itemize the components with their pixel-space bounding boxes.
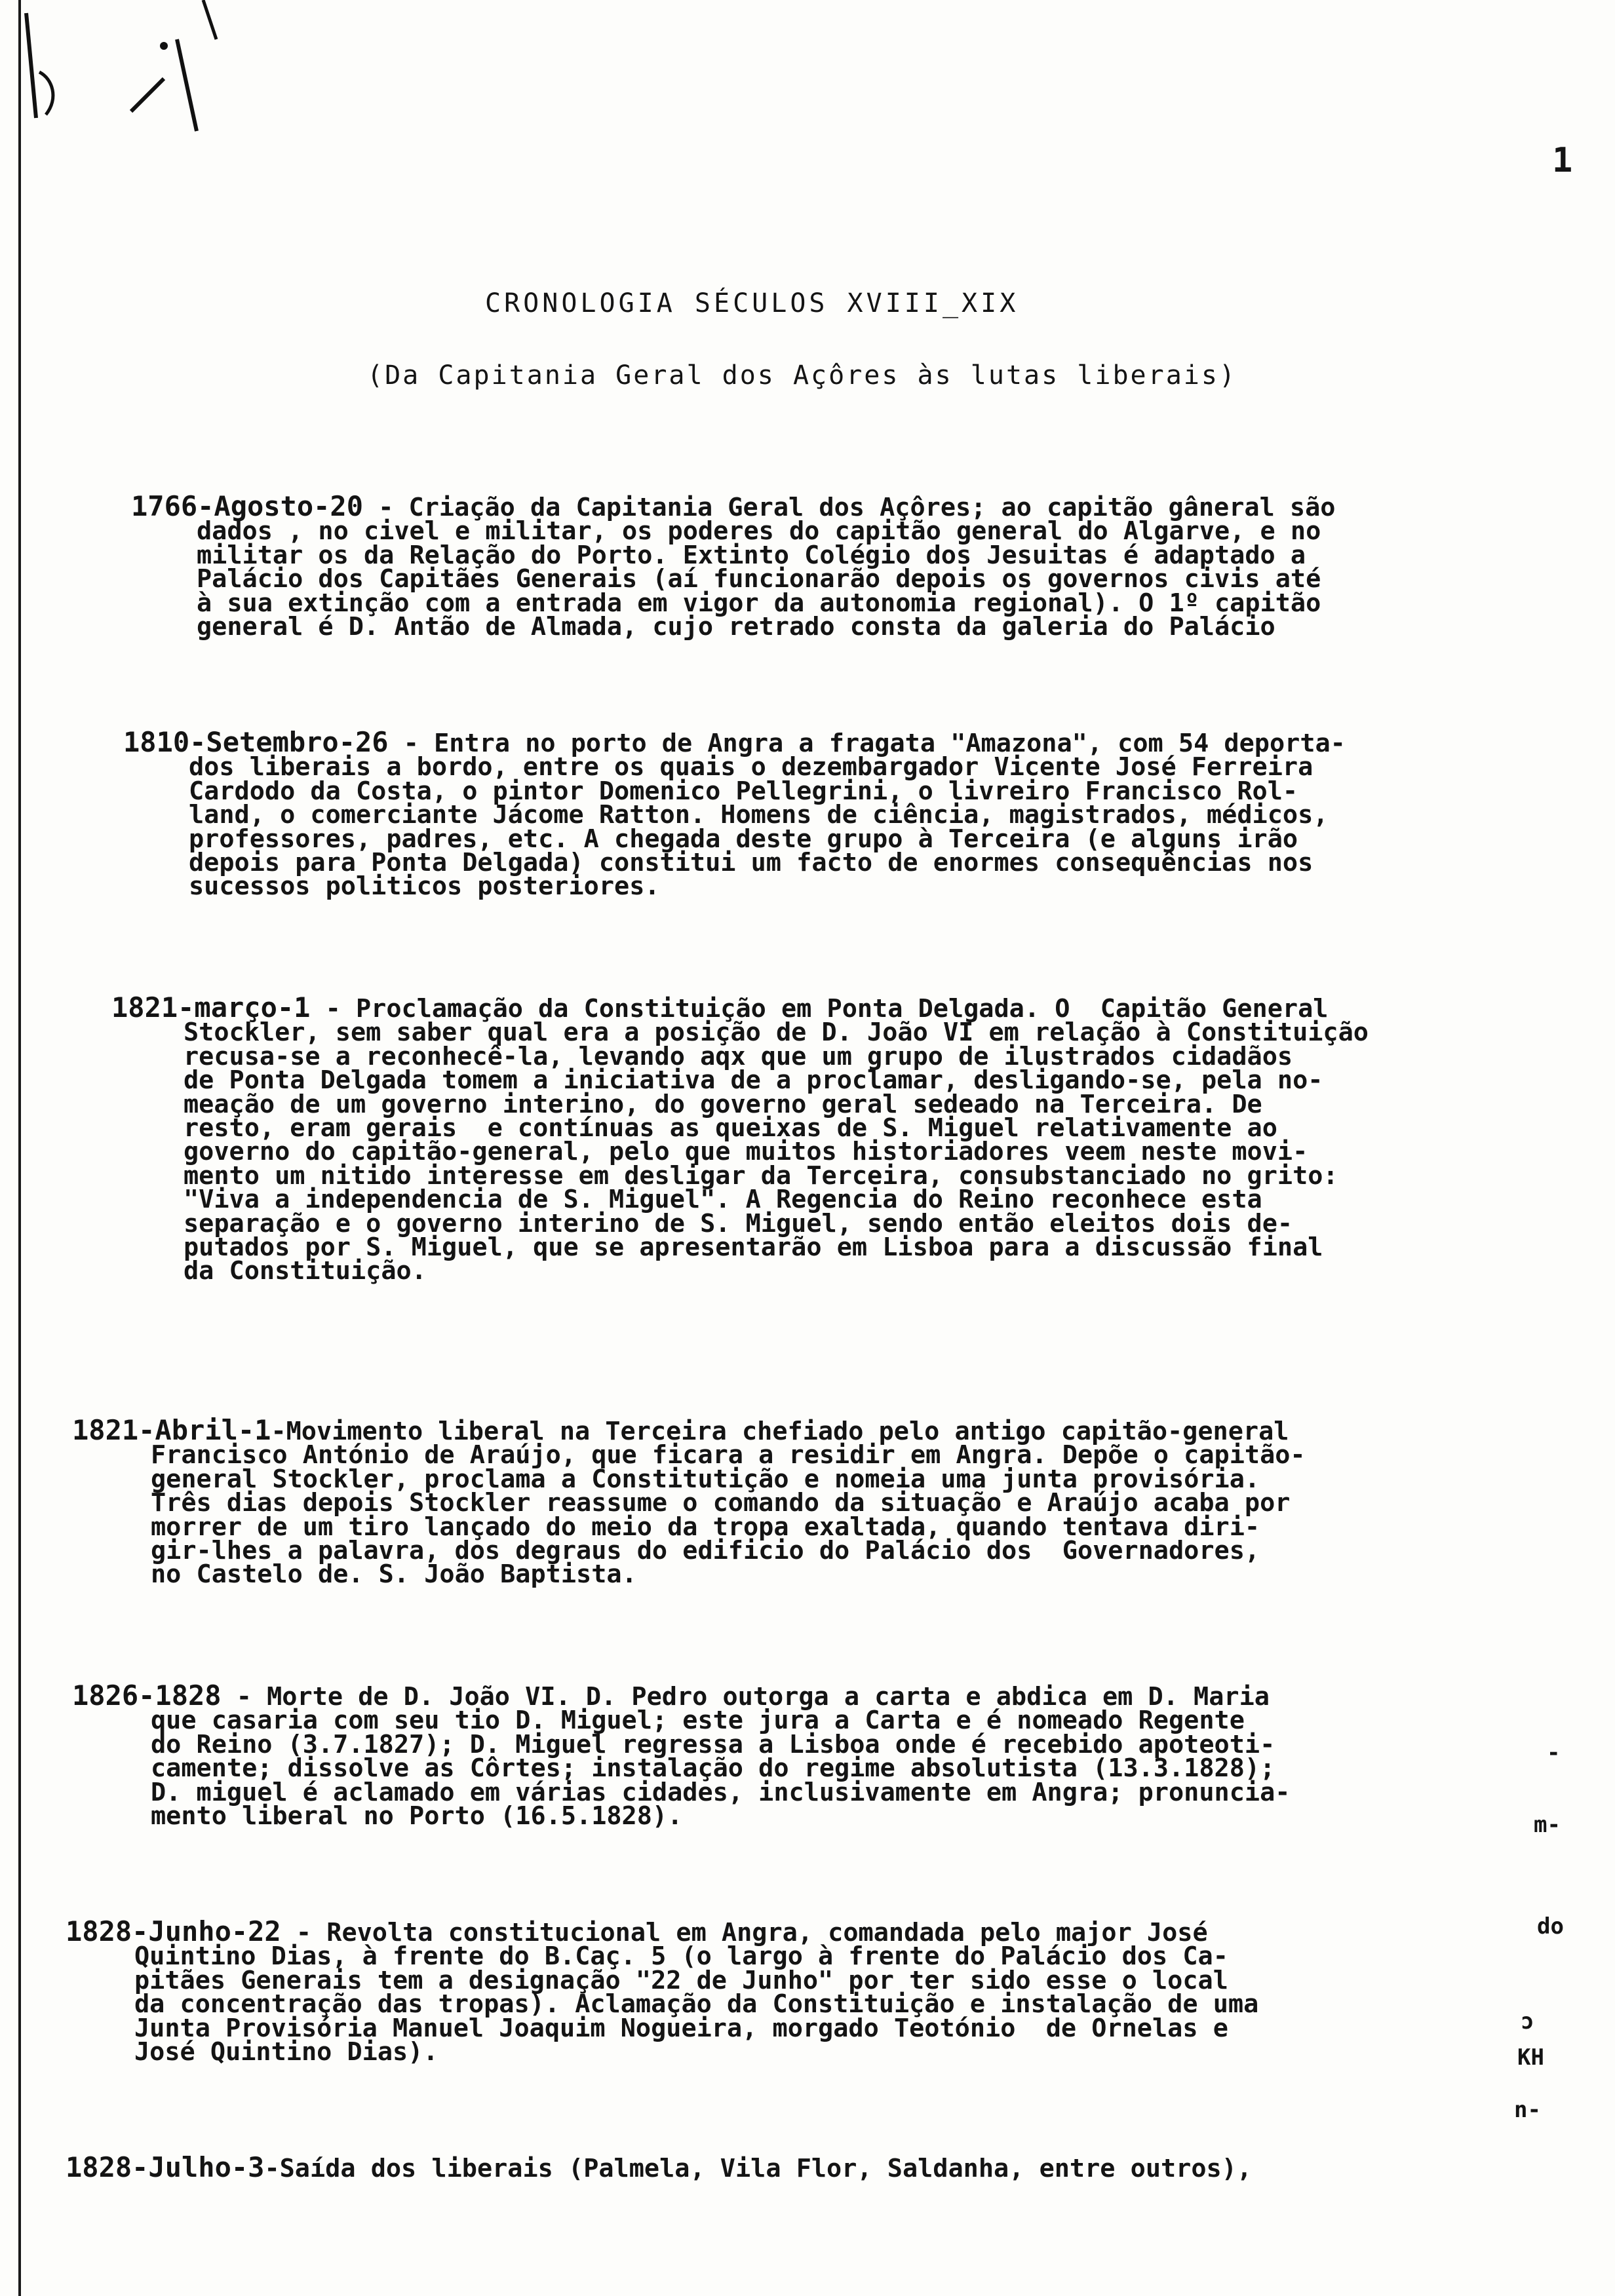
entry-line: Junta Provisória Manuel Joaquim Nogueira, morgado Teotónio de Ornelas e	[134, 2013, 1228, 2043]
entry-line: Quintino Dias, à frente do B.Caç. 5 (o largo à frente do Palácio dos Ca-	[134, 1942, 1228, 1972]
chronology-entry	[72, 1414, 1306, 1590]
entry-line: Três dias depois Stockler reassume o comando da situação e Araújo acaba por	[151, 1488, 1291, 1518]
entry-line: putados por S. Miguel, que se apresentarão em Lisboa para a discussão final	[184, 1233, 1323, 1263]
margin-mark: ɔ	[1521, 2008, 1534, 2035]
chronology-entry	[66, 1915, 1259, 2067]
entry-line: Francisco António de Araújo, que ficara a residir em Angra. Depõe o capitão-	[151, 1440, 1306, 1470]
entry-line: depois para Ponta Delgada) constitui um facto de enormes consequências nos	[189, 848, 1313, 878]
entry-line: dados , no civel e militar, os poderes do capitão general do Algarve, e no	[197, 516, 1321, 546]
document-subtitle: (Da Capitania Geral dos Açôres às lutas liberais)	[367, 360, 1237, 391]
entry-line	[66, 2151, 1253, 2183]
margin-mark: KH	[1517, 2044, 1544, 2071]
chronology-entry	[66, 2151, 1253, 2183]
entry-text: - Revolta constitucional em Angra, comandada pelo major José	[281, 1918, 1208, 1947]
entry-text: - Proclamação da Constituição em Ponta Delgada. O Capitão General	[310, 994, 1329, 1024]
entry-text: -Saída dos liberais (Palmela, Vila Flor, Saldanha, entre outros),	[264, 2154, 1253, 2183]
entry-line: D. miguel é aclamado em várias cidades, inclusivamente em Angra; pronuncia-	[151, 1777, 1291, 1807]
entry-line: separação e o governo interino de S. Miguel, sendo então eleitos dois de-	[184, 1208, 1293, 1238]
entry-date: 1828-Junho-22	[66, 1915, 281, 1947]
entry-line: morrer de um tiro lançado do meio da tropa exaltada, quando tentava diri-	[151, 1512, 1260, 1542]
chronology-entry	[111, 991, 1369, 1286]
margin-mark: m-	[1534, 1812, 1561, 1838]
entry-date: 1766-Agosto-20	[131, 490, 364, 522]
margin-mark: -	[1547, 1740, 1561, 1766]
entry-line: general é D. Antão de Almada, cujo retrado consta da galeria do Palácio	[197, 612, 1275, 642]
entry-line: pitães Generais tem a designação "22 de Junho" por ter sido esse o local	[134, 1965, 1228, 1995]
entry-line: que casaria com seu tio D. Miguel; este jura a Carta e é nomeado Regente	[151, 1706, 1245, 1736]
entry-line: do Reino (3.7.1827); D. Miguel regressa a Lisboa onde é recebido apoteoti-	[151, 1729, 1275, 1759]
entry-line: mento um nitido interesse em desligar da Terceira, consubstanciado no grito:	[184, 1160, 1338, 1191]
chronology-entry	[131, 490, 1336, 642]
entry-line: militar os da Relação do Porto. Extinto Colégio dos Jesuitas é adaptado a	[197, 540, 1306, 570]
entry-text: - Criação da Capitania Geral dos Açôres; ao capitão gâneral são	[363, 493, 1336, 522]
entry-line: mento liberal no Porto (16.5.1828).	[151, 1801, 683, 1831]
entry-line: general Stockler, proclama a Constitutição e nomeia uma junta provisória.	[151, 1464, 1260, 1494]
entry-line: professores, padres, etc. A chegada deste grupo à Terceira (e alguns irão	[189, 824, 1298, 854]
entry-line: resto, eram gerais e contínuas as queixas de S. Miguel relativamente ao	[184, 1113, 1277, 1143]
entry-line: camente; dissolve as Côrtes; instalação do regime absolutista (13.3.1828);	[151, 1753, 1275, 1784]
chronology-entry	[72, 1679, 1291, 1831]
entry-line: Cardodo da Costa, o pintor Domenico Pellegrini, o livreiro Francisco Rol-	[189, 776, 1298, 806]
entry-text: - Morte de D. João VI. D. Pedro outorga a carta e abdica em D. Maria	[221, 1682, 1270, 1712]
entry-date: 1826-1828	[72, 1679, 222, 1712]
entry-line: Stockler, sem saber qual era a posição de D. João VI em relação à Constituição	[184, 1018, 1369, 1048]
entry-line: "Viva a independencia de S. Miguel". A Regencia do Reino reconhece esta	[184, 1185, 1262, 1215]
margin-mark: n-	[1514, 2097, 1541, 2123]
document-title: CRONOLOGIA SÉCULOS XVIII_XIX	[485, 288, 1019, 318]
entry-line: da concentração das tropas). Aclamação da Constituição e instalação de uma	[134, 1989, 1259, 2019]
entry-line: meação de um governo interino, do governo geral sedeado na Terceira. De	[184, 1089, 1262, 1119]
entry-line: de Ponta Delgada tomem a iniciativa de a proclamar, desligando-se, pela no-	[184, 1065, 1323, 1096]
margin-mark: do	[1537, 1913, 1564, 1940]
entry-date: 1821-Abril-1	[72, 1414, 271, 1446]
left-margin-line	[18, 0, 21, 2296]
entry-line: à sua extinção com a entrada em vigor da autonomia regional). O 1º capitão	[197, 588, 1321, 618]
entry-date: 1821-março-1	[111, 991, 311, 1024]
entry-line: sucessos politicos posteriores.	[189, 871, 660, 902]
entry-line: dos liberais a bordo, entre os quais o dezembargador Vicente José Ferreira	[189, 752, 1313, 782]
entry-line: José Quintino Dias).	[134, 2037, 438, 2067]
handwritten-marks	[0, 0, 262, 170]
entry-line: governo do capitão-general, pelo que muitos historiadores veem neste movi-	[184, 1137, 1308, 1167]
chronology-entry	[123, 726, 1346, 902]
entry-text: - Entra no porto de Angra a fragata "Amazona", com 54 deporta-	[388, 729, 1346, 758]
entry-date: 1828-Julho-3	[66, 2151, 265, 2183]
entry-text: -Movimento liberal na Terceira chefiado pelo antigo capitão-general	[271, 1417, 1289, 1446]
entry-line: da Constituição.	[184, 1256, 427, 1286]
entry-line: no Castelo de. S. João Baptista.	[151, 1559, 637, 1590]
entry-date: 1810-Setembro-26	[123, 726, 389, 758]
entry-line: gir-lhes a palavra, dos degraus do edificio do Palácio dos Governadores,	[151, 1536, 1260, 1566]
entry-line: recusa-se a reconhecê-la, levando aqx que um grupo de ilustrados cidadãos	[184, 1041, 1293, 1071]
page-number: 1	[1552, 141, 1574, 180]
entry-line: Palácio dos Capitães Generais (aí funcionarão depois os governos civis até	[197, 564, 1321, 594]
entry-line: land, o comerciante Jácome Ratton. Homens de ciência, magistrados, médicos,	[189, 800, 1329, 830]
